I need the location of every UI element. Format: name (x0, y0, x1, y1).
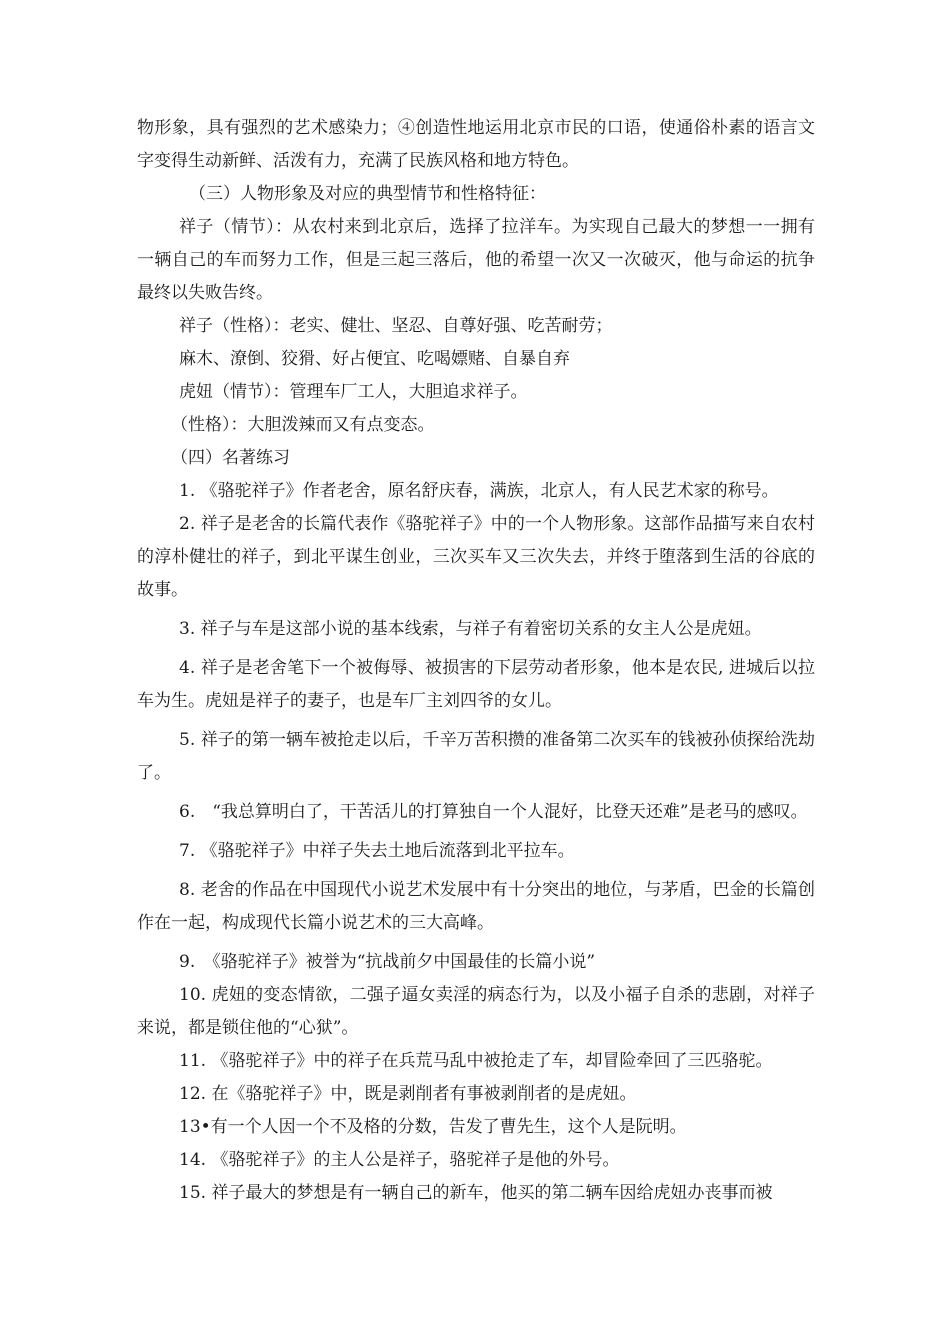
paragraph-17: 9. 《骆驼祥子》被誉为“抗战前夕中国最佳的长篇小说” (179, 952, 596, 972)
paragraph-2: （三）人物形象及对应的典型情节和性格特征： (189, 184, 546, 204)
paragraph-1: 物形象，具有强烈的艺术感染力；④创造性地运用北京市民的口语，使通俗朴素的语言文字变得生动新鲜、活泼有力，充满了民族风格和地方特色。 (137, 118, 815, 171)
paragraph-8: （四）名著练习 (171, 448, 290, 468)
paragraph-14: 6. “我总算明白了，干苦活儿的打算独自一个人混好，比登天还难”是老马的感叹。 (179, 802, 808, 822)
paragraph-23: 15. 祥子最大的梦想是有一辆自己的新车，他买的第二辆车因给虎妞办丧事而被 (179, 1183, 773, 1203)
document-page (137, 112, 815, 1210)
paragraph-12: 4. 祥子是老舍笔下一个被侮辱、被损害的下层劳动者形象，他本是农民, 进城后以拉车为生。虎妞是祥子的妻子，也是车厂主刘四爷的女儿。 (137, 658, 815, 711)
paragraph-16: 8. 老舍的作品在中国现代小说艺术发展中有十分突出的地位，与茅盾，巴金的长篇创作在一起，构成现代长篇小说艺术的三大高峰。 (137, 880, 815, 933)
paragraph-11: 3. 祥子与车是这部小说的基本线索，与祥子有着密切关系的女主人公是虎妞。 (179, 619, 762, 639)
paragraph-3: 祥子（情节）：从农村来到北京后，选择了拉洋车。为实现自己最大的梦想一一拥有一辆自己的车而努力工作，但是三起三落后，他的希望一次又一次破灭，他与命运的抗争最终以失败告终。 (137, 217, 815, 303)
paragraph-20: 12. 在《骆驼祥子》中，既是剥削者有事被剥削者的是虎妞。 (179, 1084, 637, 1104)
paragraph-19: 11. 《骆驼祥子》中的祥子在兵荒马乱中被抢走了车，却冒险牵回了三匹骆驼。 (179, 1051, 773, 1071)
paragraph-9: 1. 《骆驼祥子》作者老舍，原名舒庆春，满族，北京人，有人民艺术家的称号。 (179, 481, 779, 501)
paragraph-13: 5. 祥子的第一辆车被抢走以后，千辛万苦积攒的准备第二次买车的钱被孙侦探给洗劫了。 (137, 730, 815, 783)
paragraph-7: （性格）：大胆泼辣而又有点变态。 (171, 415, 435, 435)
paragraph-21: 13•有一个人因一个不及格的分数，告发了曹先生，这个人是阮明。 (179, 1117, 687, 1137)
paragraph-18: 10. 虎妞的变态情欲，二强子逼女卖淫的病态行为，以及小福子自杀的悲剧，对祥子来说，都是锁住他的“心狱”。 (137, 985, 815, 1038)
paragraph-15: 7. 《骆驼祥子》中祥子失去土地后流落到北平拉车。 (179, 841, 575, 861)
paragraph-22: 14. 《骆驼祥子》的主人公是祥子，骆驼祥子是他的外号。 (179, 1150, 620, 1170)
paragraph-6: 虎妞（情节）：管理车厂工人，大胆追求祥子。 (179, 382, 528, 402)
paragraph-4: 祥子（性格）：老实、健壮、坚忍、自尊好强、吃苦耐劳； (179, 316, 613, 336)
paragraph-10: 2. 祥子是老舍的长篇代表作《骆驼祥子》中的一个人物形象。这部作品描写来自农村的淳朴健壮的祥子，到北平谋生创业，三次买车又三次失去，并终于堕落到生活的谷底的故事。 (137, 514, 815, 600)
paragraph-5: 麻木、潦倒、狡猾、好占便宜、吃喝嫖赌、自暴自弃 (179, 349, 570, 369)
